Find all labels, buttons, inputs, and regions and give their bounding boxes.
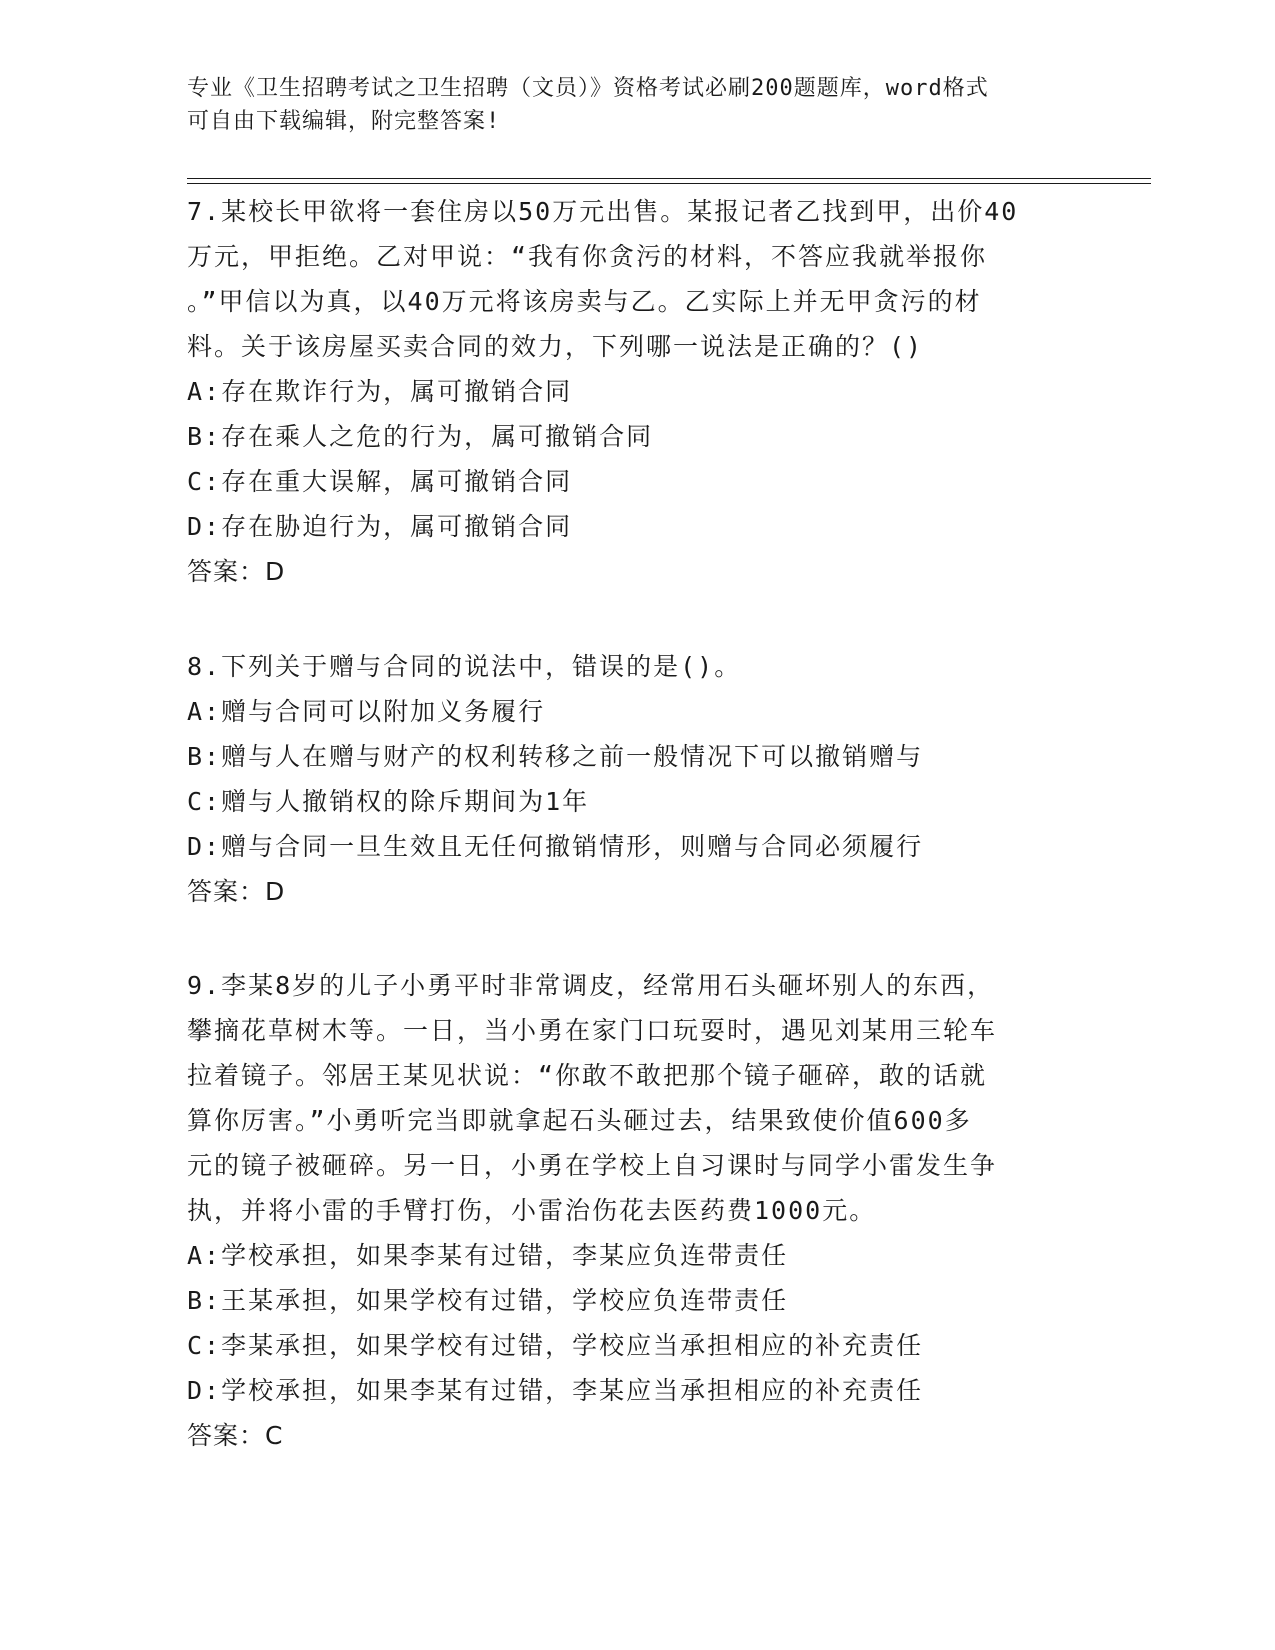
question-stem-line: 攀摘花草树木等。一日，当小勇在家门口玩耍时，遇见刘某用三轮车: [187, 1016, 998, 1045]
question-stem-line: 执，并将小雷的手臂打伤，小雷治伤花去医药费1000元。: [187, 1196, 877, 1225]
question-stem-line: 拉着镜子。邻居王某见状说：“你敢不敢把那个镜子砸碎，敢的话就: [187, 1061, 988, 1090]
question-stem-line: 7.某校长甲欲将一套住房以50万元出售。某报记者乙找到甲，出价40: [187, 197, 1019, 226]
question-stem-line: 元的镜子被砸碎。另一日，小勇在学校上自习课时与同学小雷发生争: [187, 1151, 998, 1180]
answer-label: 答案：D: [187, 877, 286, 906]
question-stem-line: 算你厉害。”小勇听完当即就拿起石头砸过去，结果致使价值600多: [187, 1106, 972, 1135]
question-stem-line: 万元，甲拒绝。乙对甲说：“我有你贪污的材料，不答应我就举报你: [187, 242, 988, 271]
option-a: A:学校承担，如果李某有过错，李某应负连带责任: [187, 1241, 789, 1270]
option-b: B:王某承担，如果学校有过错，学校应负连带责任: [187, 1286, 789, 1315]
question-8: [187, 644, 1087, 914]
question-9: [187, 963, 1087, 1458]
question-7: [187, 189, 1087, 594]
header-title-line-1: 专业《卫生招聘考试之卫生招聘（文员）》资格考试必刷200题题库，word格式: [187, 76, 989, 101]
option-c: C:存在重大误解，属可撤销合同: [187, 467, 573, 496]
option-c: C:李某承担，如果学校有过错，学校应当承担相应的补充责任: [187, 1331, 924, 1360]
question-stem-line: 9.李某8岁的儿子小勇平时非常调皮，经常用石头砸坏别人的东西，: [187, 971, 995, 1000]
option-b: B:存在乘人之危的行为，属可撤销合同: [187, 422, 654, 451]
header-title-line-2: 可自由下载编辑，附完整答案!: [187, 109, 501, 134]
header-divider-bottom: [187, 183, 1151, 184]
option-d: D:赠与合同一旦生效且无任何撤销情形，则赠与合同必须履行: [187, 832, 924, 861]
answer-label: 答案：D: [187, 557, 286, 586]
option-b: B:赠与人在赠与财产的权利转移之前一般情况下可以撤销赠与: [187, 742, 924, 771]
option-d: D:存在胁迫行为，属可撤销合同: [187, 512, 573, 541]
document-header: [187, 72, 1067, 138]
question-stem-line: 料。关于该房屋买卖合同的效力，下列哪一说法是正确的？(): [187, 332, 924, 361]
option-d: D:学校承担，如果李某有过错，李某应当承担相应的补充责任: [187, 1376, 924, 1405]
header-divider-top: [187, 178, 1151, 179]
option-a: A:赠与合同可以附加义务履行: [187, 697, 546, 726]
option-c: C:赠与人撤销权的除斥期间为1年: [187, 787, 590, 816]
question-stem-line: 8.下列关于赠与合同的说法中，错误的是()。: [187, 652, 742, 681]
option-a: A:存在欺诈行为，属可撤销合同: [187, 377, 573, 406]
answer-label: 答案：C: [187, 1421, 284, 1450]
question-stem-line: 。”甲信以为真，以40万元将该房卖与乙。乙实际上并无甲贪污的材: [187, 287, 982, 316]
